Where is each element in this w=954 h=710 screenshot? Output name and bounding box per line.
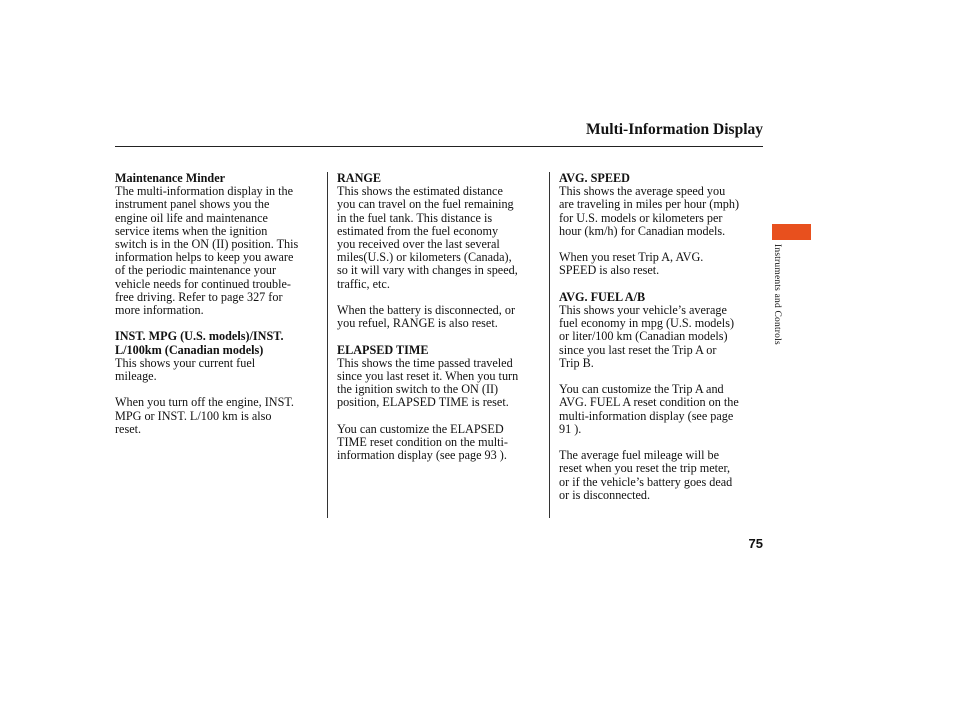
text-block <box>337 172 543 291</box>
body-text-line: The multi-information display in the <box>115 184 294 199</box>
body-text-line: since you last reset it. When you turn <box>337 369 519 384</box>
column-divider-1 <box>327 172 328 518</box>
body-text-line: 91 ). <box>559 421 582 436</box>
body-text-line: information display (see page 93 ). <box>337 448 507 463</box>
section-heading: RANGE <box>337 171 382 185</box>
text-block <box>337 304 543 330</box>
body-text-line: estimated from the fuel economy <box>337 223 499 238</box>
title-rule <box>115 146 763 147</box>
body-text-line: service items when the ignition <box>115 223 268 238</box>
body-text-line: When you turn off the engine, INST. <box>115 395 294 410</box>
body-text-line: TIME reset condition on the multi- <box>337 435 508 450</box>
body-text-line: in the fuel tank. This distance is <box>337 210 493 225</box>
text-block <box>115 172 321 317</box>
body-text-line: This shows the estimated distance <box>337 184 503 199</box>
section-heading: ELAPSED TIME <box>337 342 429 357</box>
body-text-line: engine oil life and maintenance <box>115 210 268 225</box>
body-text-line: position, ELAPSED TIME is reset. <box>337 395 509 410</box>
body-text-line: This shows the average speed you <box>559 184 726 199</box>
body-text-line: You can customize the ELAPSED <box>337 421 504 436</box>
text-block <box>559 383 765 436</box>
section-heading: L/100km (Canadian models) <box>115 342 264 357</box>
body-text-line: instrument panel shows you the <box>115 197 270 212</box>
body-text-line: for U.S. models or kilometers per <box>559 210 723 225</box>
text-block <box>559 172 765 238</box>
body-text-line: reset when you reset the trip meter, <box>559 461 731 476</box>
body-text-line: or if the vehicle’s battery goes dead <box>559 474 733 489</box>
body-text-line: multi-information display (see page <box>559 408 734 423</box>
body-text-line: The average fuel mileage will be <box>559 448 720 463</box>
body-text-line: When the battery is disconnected, or <box>337 303 516 318</box>
page-number: 75 <box>748 536 763 551</box>
section-tab <box>772 224 811 240</box>
body-text-line: are traveling in miles per hour (mph) <box>559 197 740 212</box>
body-text-line: switch is in the ON (II) position. This <box>115 237 299 252</box>
body-text-line: information helps to keep you aware <box>115 250 294 265</box>
column-divider-2 <box>549 172 550 518</box>
body-text-line: free driving. Refer to page 327 for <box>115 289 283 304</box>
body-text-line: This shows your current fuel <box>115 355 256 370</box>
section-heading: AVG. SPEED <box>559 171 630 185</box>
body-text-line: mileage. <box>115 369 157 384</box>
body-text-line: or is disconnected. <box>559 487 651 502</box>
body-text-line: This shows your vehicle’s average <box>559 303 727 317</box>
body-text-line: more information. <box>115 303 204 318</box>
text-block <box>559 291 765 370</box>
body-text-line: Trip B. <box>559 355 594 370</box>
section-heading: INST. MPG (U.S. models)/INST. <box>115 329 284 344</box>
body-text-line: miles(U.S.) or kilometers (Canada), <box>337 250 512 265</box>
text-block <box>559 449 765 502</box>
body-text-line: You can customize the Trip A and <box>559 382 724 397</box>
body-text-line: MPG or INST. L/100 km is also <box>115 408 272 423</box>
body-text-line: AVG. FUEL A reset condition on the <box>559 395 739 410</box>
page-title: Multi-Information Display <box>586 121 763 138</box>
body-text-line: you can travel on the fuel remaining <box>337 197 514 212</box>
body-text-line: This shows the time passed traveled <box>337 355 513 370</box>
body-text-line: since you last reset the Trip A or <box>559 342 717 357</box>
body-text-line: vehicle needs for continued trouble- <box>115 276 291 291</box>
column-3 <box>559 172 765 515</box>
text-block <box>337 423 543 463</box>
text-block <box>115 330 321 383</box>
column-2 <box>337 172 543 476</box>
body-text-line: fuel economy in mpg (U.S. models) <box>559 316 734 331</box>
text-block <box>337 344 543 410</box>
body-text-line: hour (km/h) for Canadian models. <box>559 223 726 238</box>
body-text-line: so it will vary with changes in speed, <box>337 263 518 278</box>
body-text-line: SPEED is also reset. <box>559 263 660 278</box>
body-text-line: When you reset Trip A, AVG. <box>559 250 704 265</box>
text-block <box>559 251 765 277</box>
body-text-line: you refuel, RANGE is also reset. <box>337 316 498 331</box>
body-text-line: you received over the last several <box>337 237 500 252</box>
body-text-line: reset. <box>115 421 142 436</box>
section-heading: AVG. FUEL A/B <box>559 289 646 304</box>
text-block <box>115 396 321 436</box>
body-text-line: or liter/100 km (Canadian models) <box>559 329 728 344</box>
section-tab-label: Instruments and Controls <box>772 244 782 345</box>
section-heading: Maintenance Minder <box>115 171 226 185</box>
column-1 <box>115 172 321 449</box>
body-text-line: of the periodic maintenance your <box>115 263 277 278</box>
body-text-line: traffic, etc. <box>337 276 390 291</box>
body-text-line: the ignition switch to the ON (II) <box>337 382 499 397</box>
